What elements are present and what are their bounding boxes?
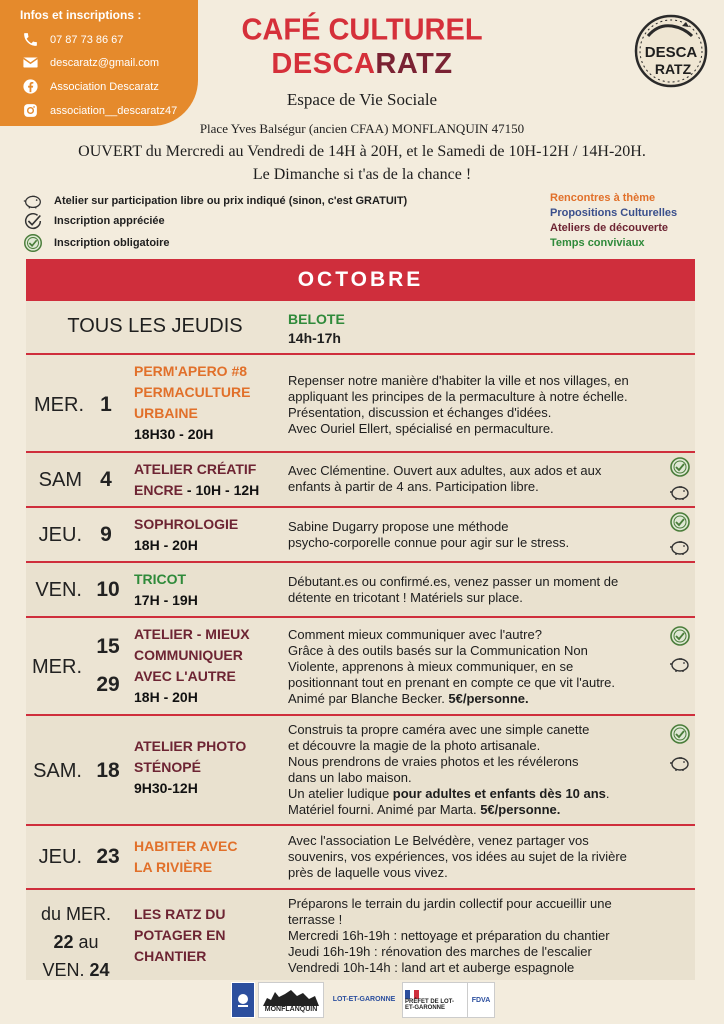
event-title (134, 514, 284, 556)
piggy-bank-icon (22, 190, 44, 212)
sunday-note: Le Dimanche si t'as de la chance ! (252, 166, 472, 183)
legend-mandatory-text: Inscription obligatoire (54, 237, 170, 249)
check-circle-filled-icon (22, 232, 44, 254)
event-title-line: ATELIER CRÉATIF (134, 461, 257, 477)
subtitle: Espace de Vie Sociale (286, 90, 438, 109)
legend-mandatory (22, 232, 170, 254)
prefet-label: PRÉFET DE LOT-ET-GARONNE (405, 998, 455, 1011)
category-rencontres: Rencontres à thème (550, 192, 656, 204)
title-line-1 (0, 14, 724, 47)
event-row-atelier-creatif (26, 453, 695, 508)
event-row-tricot (26, 563, 695, 618)
contact-info-title: Infos et inscriptions : (20, 8, 142, 22)
lot-et-garonne-label: LOT-ET-GARONNE (332, 995, 396, 1003)
desc-line: Grâce à des outils basés sur la Communication Non (288, 643, 588, 658)
monflanquin-silhouette (261, 988, 321, 1006)
event-description (288, 574, 688, 606)
desc-line: souvenirs, vos expériences, vos idées au sujet de la rivière (288, 849, 627, 864)
price: 5€/personne. (448, 691, 529, 706)
event-date: 15 (96, 635, 120, 658)
event-description (288, 833, 688, 881)
desc-line: Construis ta propre caméra avec une simple canette (288, 722, 590, 737)
event-title-line: URBAINE (134, 405, 198, 421)
event-time: - 10H - 12H (183, 482, 260, 498)
desc-line: Avec Ouriel Ellert, spécialisé en permaculture. (288, 421, 554, 436)
legend-piggy (22, 190, 407, 212)
piggy-bank-icon (668, 480, 692, 504)
desc-line: Jeudi 16h-19h : rénovation des marches de l'escalier (288, 944, 592, 959)
event-title (134, 836, 284, 878)
event-time: 18H - 20H (134, 537, 198, 553)
event-date: 1 (100, 393, 112, 416)
desc-line: Avec Clémentine. Ouvert aux adultes, aux ados et aux (288, 463, 602, 478)
check-circle-filled-icon (668, 455, 692, 479)
opening-hours-text: OUVERT du Mercredi au Vendredi de 14H à 20H, et le Samedi de 10H-12H / 14H-20H. (78, 143, 646, 160)
brand-ratz: RATZ (375, 48, 453, 80)
event-row-potager (26, 890, 695, 980)
audience: pour adultes et enfants dès 10 ans (392, 786, 606, 801)
event-title (134, 736, 284, 799)
event-title (134, 361, 284, 445)
desc-line: Avec l'association Le Belvédère, venez partager vos (288, 833, 589, 848)
event-date: 18 (96, 759, 120, 782)
desc-line: dans un labo maison. (288, 770, 412, 785)
event-day: VEN. (35, 579, 82, 601)
check-circle-filled-icon (668, 722, 692, 746)
jeudis-day: TOUS LES JEUDIS (67, 315, 243, 337)
month-banner: OCTOBRE (26, 259, 695, 301)
desc-line: Présentation, discussion et échanges d'idées. (288, 405, 552, 420)
fdva-label: FDVA (471, 996, 491, 1004)
desc-line: Débutant.es ou confirmé.es, venez passer un moment de (288, 574, 619, 589)
event-date-connector: au (78, 932, 99, 952)
piggy-bank-icon (668, 751, 692, 775)
monflanquin-label: MONFLANQUIN (264, 1005, 318, 1013)
desc-line: psycho-corporelle connue pour agir sur le stress. (288, 535, 570, 550)
desc-line: Comment mieux communiquer avec l'autre? (288, 627, 542, 642)
event-date: 23 (96, 845, 120, 868)
event-day: JEU. (38, 524, 82, 546)
desc-line: enfants à partir de 4 ans. Participation libre. (288, 479, 539, 494)
check-circle-filled-icon (668, 510, 692, 534)
email-address: descaratz@gmail.com (50, 56, 159, 69)
legend-appreciated-text: Inscription appréciée (54, 215, 165, 227)
event-description (288, 519, 688, 551)
desc-line: . (605, 786, 610, 801)
event-date: 22 (53, 932, 74, 952)
event-description (288, 627, 688, 707)
opening-hours (0, 140, 724, 186)
belote-time: 14h-17h (288, 330, 341, 346)
desc-line: Préparons le terrain du jardin collectif pour accueillir une (288, 896, 612, 911)
desc-line: Matériel fourni. Animé par Marta. (288, 802, 481, 817)
event-title (134, 569, 284, 611)
event-row-communication (26, 618, 695, 716)
desc-line: Sabine Dugarry propose une méthode (288, 519, 509, 534)
event-title-line: PERMACULTURE (134, 384, 251, 400)
category-culturelles: Propositions Culturelles (550, 207, 678, 219)
desc-line: Repenser notre manière d'habiter la ville et nos villages, en (288, 373, 629, 388)
desc-line: Vendredi 10h-14h : land art et auberge espagnole (288, 960, 575, 975)
brand-desca: DESCA (271, 48, 376, 80)
event-title-line: HABITER AVEC (134, 838, 238, 854)
desc-line: appliquant les principes de la permaculture à notre échelle. (288, 389, 628, 404)
event-title-line: STÉNOPÉ (134, 759, 201, 775)
event-title-line: POTAGER EN (134, 927, 226, 943)
event-title (134, 459, 294, 501)
category-ateliers: Ateliers de découverte (550, 222, 668, 234)
caf-logo (231, 982, 255, 1018)
event-title (134, 624, 284, 708)
event-title-line: CHANTIER (134, 948, 207, 964)
descaratz-logo (634, 14, 708, 88)
event-title-line: ENCRE (134, 482, 184, 498)
caf-logo-mark (234, 991, 252, 1009)
event-row-permapero (26, 355, 695, 453)
event-day: MER. (34, 394, 84, 416)
event-title-line: COMMUNIQUER (134, 647, 243, 663)
event-title-line: PERM'APERO #8 (134, 363, 248, 379)
check-circle-outline-icon (22, 210, 44, 232)
event-title-line: AVEC L'AUTRE (134, 668, 236, 684)
price: 5€/personne. (480, 802, 561, 817)
event-day: SAM. (33, 760, 82, 782)
event-day: VEN. (42, 960, 85, 980)
event-date: 24 (89, 960, 110, 980)
french-flag-icon (405, 990, 419, 999)
desc-line: près de laquelle vous vivez. (288, 865, 448, 880)
event-title-line: TRICOT (134, 571, 187, 587)
logo-text-top: DESCA (644, 44, 698, 61)
event-title-line: LA RIVIÈRE (134, 859, 213, 875)
event-row-photo (26, 716, 695, 826)
event-date: 10 (96, 578, 120, 601)
event-title-line: LES RATZ DU (134, 906, 226, 922)
prefet-logo (402, 982, 468, 1018)
event-day: du MER. (40, 904, 112, 924)
event-row-riviere (26, 826, 695, 890)
event-title-line: SOPHROLOGIE (134, 516, 239, 532)
title-line-2 (0, 48, 724, 81)
event-row-jeudis (26, 301, 695, 355)
event-description (288, 373, 688, 437)
event-row-sophrologie (26, 508, 695, 563)
logo-text-bottom: RATZ (654, 61, 692, 77)
event-time: 18H30 - 20H (134, 426, 214, 442)
lot-et-garonne-logo (330, 982, 398, 1016)
event-time: 17H - 19H (134, 592, 198, 608)
desc-line: Violente, apprenons à mieux communiquer, en se (288, 659, 574, 674)
event-description (288, 896, 688, 976)
event-title-line: ATELIER PHOTO (134, 738, 247, 754)
desc-line: positionnant tout en prenant en compte ce que vit l'autre. (288, 675, 615, 690)
event-day: JEU. (38, 846, 82, 868)
event-description (288, 722, 678, 818)
piggy-bank-icon (668, 652, 692, 676)
event-time: 18H - 20H (134, 689, 198, 705)
belote-title: BELOTE (288, 311, 345, 327)
desc-line: et découvre la magie de la photo artisanale. (288, 738, 541, 753)
event-time: 9H30-12H (134, 780, 198, 796)
desc-line: terrasse ! (288, 912, 343, 927)
event-day: SAM (38, 469, 82, 491)
desc-line: Mercredi 16h-19h : nettoyage et préparation du chantier (288, 928, 610, 943)
cafe-culturel-title: CAFÉ CULTUREL (241, 13, 483, 47)
category-temps: Temps conviviaux (550, 237, 645, 249)
event-date: 9 (100, 523, 112, 546)
piggy-bank-icon (668, 535, 692, 559)
event-date: 29 (96, 673, 120, 696)
desc-line: Animé par Blanche Becker. (288, 691, 449, 706)
event-description (288, 463, 688, 495)
address: Place Yves Balségur (ancien CFAA) MONFLANQUIN 47150 (199, 121, 525, 136)
desc-line: détente en tricotant ! Matériels sur place. (288, 590, 523, 605)
fdva-logo (467, 982, 495, 1018)
phone-number: 07 87 73 86 67 (50, 33, 124, 46)
desc-line: Nous prendrons de vraies photos et les révélerons (288, 754, 579, 769)
event-date: 4 (100, 468, 112, 491)
instagram-handle: association__descaratz47 (50, 104, 178, 117)
legend-appreciated (22, 210, 165, 232)
monflanquin-logo (258, 982, 324, 1018)
desc-line: Un atelier ludique (288, 786, 393, 801)
legend-piggy-text: Atelier sur participation libre ou prix indiqué (sinon, c'est GRATUIT) (54, 195, 408, 207)
event-title (134, 904, 284, 967)
check-circle-filled-icon (668, 624, 692, 648)
event-title-line: ATELIER - MIEUX (134, 626, 250, 642)
facebook-name: Association Descaratz (50, 80, 159, 93)
event-date-range (30, 900, 122, 984)
event-day: MER. (32, 656, 82, 678)
